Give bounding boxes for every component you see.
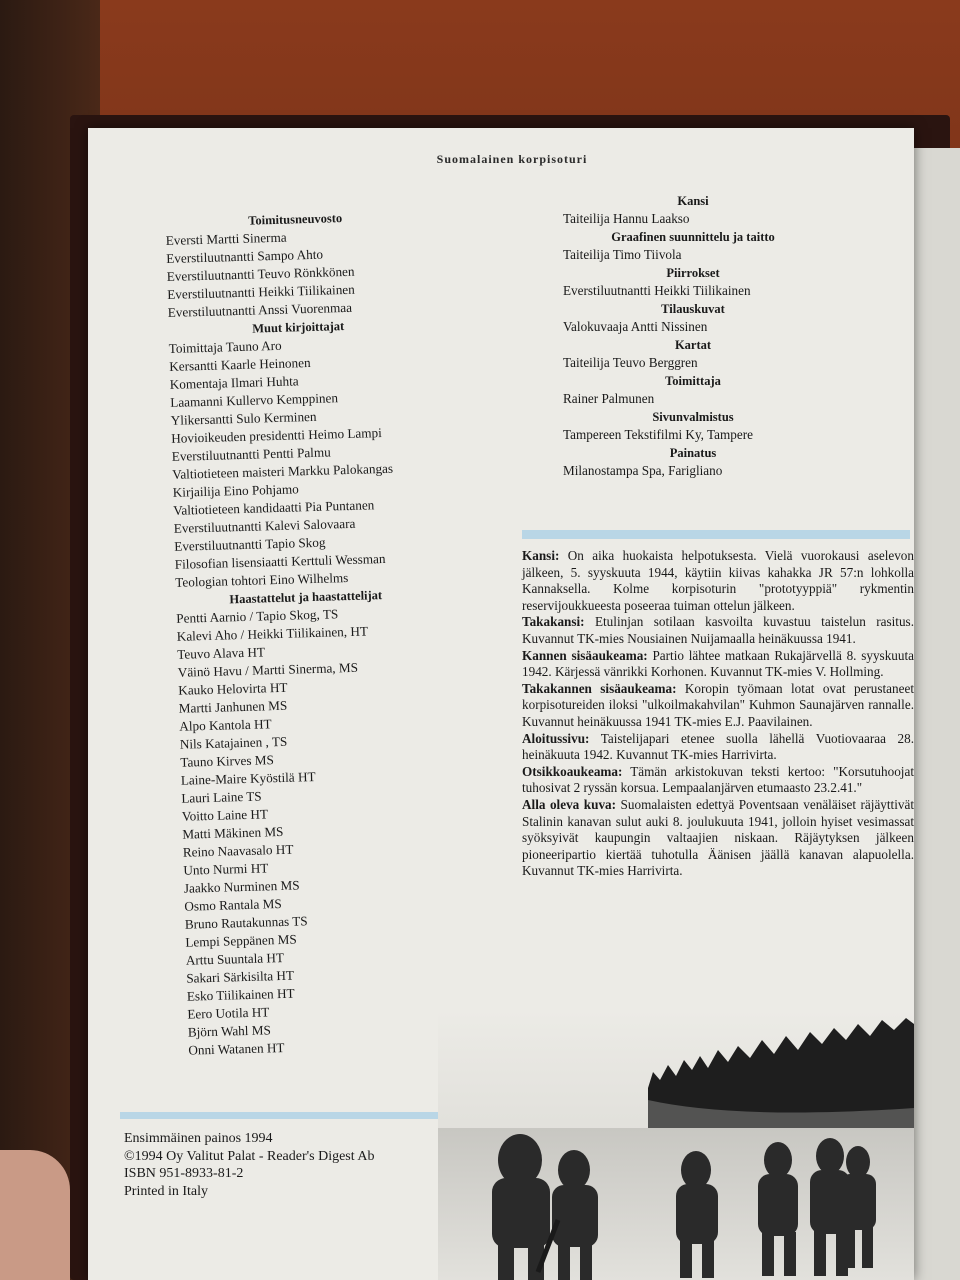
editorial-board-item: Everstiluutnantti Anssi Vuorenmaa	[167, 299, 353, 320]
caption-text: Taistelijapari etenee suolla lähellä Vuotiovaaraa 28. heinäkuuta 1942. Kuvannut TK-mies Harrivirta.	[522, 730, 914, 763]
interviews-item: Bruno Rautakunnas TS	[184, 913, 308, 932]
credit-heading: Piirrokset	[666, 266, 720, 280]
other-writers-item: Valtiotieteen kandidaatti Pia Puntanen	[173, 497, 375, 518]
contributors-column	[165, 207, 449, 1060]
interviews-item: Onni Watanen HT	[188, 1039, 285, 1058]
interviews-item: Unto Nurmi HT	[183, 860, 269, 878]
credit-value: Taiteilija Teuvo Berggren	[563, 355, 698, 370]
interviews-item: Nils Katajainen , TS	[179, 733, 288, 752]
imprint-isbn: ISBN 951-8933-81-2	[124, 1166, 244, 1181]
photo-captions	[522, 548, 914, 880]
interviews-item: Reino Naavasalo HT	[182, 841, 294, 860]
caption-text: Tämän arkistokuvan teksti kertoo: "Korsutuhoojat tuhosivat 2 ryssän korsua. Lempaalanjärven etumaasto 23.2.41."	[522, 763, 914, 796]
interviews-item: Teuvo Alava HT	[177, 644, 266, 662]
other-writers-item: Laamanni Kullervo Kemppinen	[170, 390, 339, 410]
interviews-item: Laine-Maire Kyöstilä HT	[180, 769, 316, 788]
credit-value: Rainer Palmunen	[563, 391, 655, 406]
other-writers-item: Valtiotieteen maisteri Markku Palokangas	[172, 460, 394, 482]
other-writers-item: Filosofian lisensiaatti Kerttuli Wessman	[174, 550, 386, 572]
caption-label: Takakansi:	[522, 614, 585, 630]
caption-paragraph	[522, 731, 914, 764]
blue-rule-bottom	[120, 1112, 438, 1119]
interviews-item: Sakari Särkisilta HT	[186, 967, 295, 986]
other-writers-item: Toimittaja Tauno Aro	[168, 337, 282, 356]
caption-label: Takakannen sisäaukeama:	[522, 680, 677, 696]
interviews-item: Voitto Laine HT	[181, 806, 269, 824]
soldiers-on-ice-photo	[438, 1010, 914, 1280]
interviews-item: Esko Tiilikainen HT	[186, 985, 295, 1004]
credit-value: Valokuvaaja Antti Nissinen	[563, 319, 708, 334]
imprint-printed: Printed in Italy	[124, 1183, 208, 1199]
caption-text: Koropin työmaan lotat ovat perustaneet korpisotureiden iloksi "ulkoilmakahvilan" Kuhmon Saunajärven rannalle. Kuvannut heinäkuussa 1941 TK-mies E.J. Paavilainen.	[522, 680, 914, 729]
other-writers-item: Everstiluutnantti Pentti Palmu	[171, 444, 331, 464]
caption-paragraph	[522, 648, 914, 681]
photo-image	[438, 1010, 914, 1280]
other-writers-item: Kirjailija Eino Pohjamo	[172, 481, 299, 500]
caption-label: Alla oleva kuva:	[522, 796, 617, 812]
other-writers-list	[169, 333, 436, 592]
interviews-item: Arttu Suuntala HT	[185, 949, 285, 968]
other-writers-item: Teologian tohtori Eino Wilhelms	[175, 570, 349, 590]
interviews-item: Väinö Havu / Martti Sinerma, MS	[177, 659, 359, 680]
interviews-item: Lempi Seppänen MS	[185, 931, 297, 950]
caption-text: Partio lähtee matkaan Rukajärvellä 8. syyskuuta 1942. Kärjessä vänrikki Korhonen. Kuvannut TK-mies V. Hollming.	[522, 647, 914, 680]
credit-heading: Graafinen suunnittelu ja taitto	[611, 230, 775, 244]
interviews-item: Osmo Rantala MS	[184, 896, 282, 914]
other-writers-item: Ylikersantti Sulo Kerminen	[170, 408, 317, 428]
credit-heading: Sivunvalmistus	[652, 410, 734, 424]
interviews-item: Matti Mäkinen MS	[182, 823, 284, 842]
other-writers-item: Komentaja Ilmari Huhta	[169, 373, 299, 392]
interviews-item: Kalevi Aho / Heikki Tiilikainen, HT	[176, 623, 369, 644]
caption-paragraph	[522, 797, 914, 880]
interviews-item: Martti Janhunen MS	[178, 697, 288, 716]
editorial-board-list	[166, 225, 428, 322]
credit-value: Everstiluutnantti Heikki Tiilikainen	[563, 283, 751, 298]
credit-heading: Tilauskuvat	[661, 302, 725, 316]
section-heading-haastattelut: Haastattelut ja haastattelijat	[229, 588, 383, 607]
section-heading-toimitusneuvosto: Toimitusneuvosto	[248, 211, 343, 228]
credits-column	[563, 192, 823, 480]
credit-heading: Painatus	[669, 446, 717, 460]
caption-label: Kansi:	[522, 548, 560, 563]
other-writers-item: Everstiluutnantti Kalevi Salovaara	[173, 515, 356, 536]
editorial-board-item: Everstiluutnantti Teuvo Rönkkönen	[166, 263, 355, 284]
other-writers-item: Everstiluutnantti Tapio Skog	[174, 534, 326, 554]
editorial-board-item: Eversti Martti Sinerma	[165, 229, 287, 248]
caption-text: Etulinjan sotilaan kasvoilta kuvastuu taistelun rasitus. Kuvannut TK-mies Nousiainen Nuijamaalla heinäkuussa 1941.	[522, 614, 914, 646]
caption-text: Suomalaisten edettyä Poventsaan venäläiset räjäyttivät Stalinin kanavan sulut auki 8. joulukuuta 1941, jolloin hyiset vesimassat syöksyivät kaupungin valtaajien niskaan. Räjäytyksen jälkeen pioneeripartio kiertää tuhotulla Äänisen jäällä kanavan alapuolella. Kuvannut TK-mies Harrivirta.	[522, 796, 914, 879]
interviews-item: Tauno Kirves MS	[180, 752, 275, 770]
imprint	[124, 1130, 444, 1200]
credit-value: Taiteilija Timo Tiivola	[563, 247, 682, 262]
interviews-item: Pentti Aarnio / Tapio Skog, TS	[176, 606, 339, 626]
caption-label: Kannen sisäaukeama:	[522, 647, 648, 663]
interviews-item: Jaakko Nurminen MS	[183, 877, 300, 896]
credit-heading: Kartat	[674, 338, 712, 352]
other-writers-item: Kersantti Kaarle Heinonen	[169, 354, 311, 374]
interviews-item: Kauko Helovirta HT	[178, 679, 288, 698]
editorial-board-item: Everstiluutnantti Sampo Ahto	[166, 246, 324, 266]
imprint-edition: Ensimmäinen painos 1994	[124, 1131, 273, 1146]
caption-text: On aika huokaista helpotuksesta. Vielä vuorokausi aselevon jälkeen, 5. syyskuuta 1944, käytiin kiivas kahakka JR 57:n lohkolla Kannaksella. Kolme korpisoturin "prototyyppiä" rykmentin reservijoukkueesta poseeraa tuiman ottelun jälkeen.	[522, 548, 914, 613]
credit-value: Milanostampa Spa, Farigliano	[563, 463, 723, 478]
caption-paragraph	[522, 681, 914, 731]
caption-paragraph	[522, 764, 914, 797]
credit-value: Tampereen Tekstifilmi Ky, Tampere	[563, 427, 753, 442]
editorial-board-item: Everstiluutnantti Heikki Tiilikainen	[167, 281, 355, 302]
other-writers-item: Hovioikeuden presidentti Heimo Lampi	[171, 425, 382, 446]
caption-paragraph	[522, 548, 914, 614]
interviews-item: Lauri Laine TS	[181, 788, 262, 806]
interviews-item: Björn Wahl MS	[187, 1022, 271, 1040]
interviews-item: Eero Uotila HT	[187, 1004, 270, 1022]
section-heading-muut-kirjoittajat: Muut kirjoittajat	[252, 319, 345, 336]
caption-label: Otsikkoaukeama:	[522, 763, 623, 779]
interviews-list	[176, 603, 448, 1060]
caption-label: Aloitussivu:	[522, 730, 590, 746]
imprint-copyright: ©1994 Oy Valitut Palat - Reader's Digest Ab	[124, 1148, 375, 1164]
interviews-item: Alpo Kantola HT	[179, 716, 272, 734]
credit-value: Taiteilija Hannu Laakso	[563, 211, 690, 226]
caption-paragraph	[522, 614, 914, 647]
blue-rule	[522, 530, 910, 539]
credit-heading: Kansi	[677, 194, 709, 208]
reader-thumb	[0, 1150, 70, 1280]
credit-heading: Toimittaja	[665, 374, 721, 388]
running-head: Suomalainen korpisoturi	[436, 152, 588, 166]
